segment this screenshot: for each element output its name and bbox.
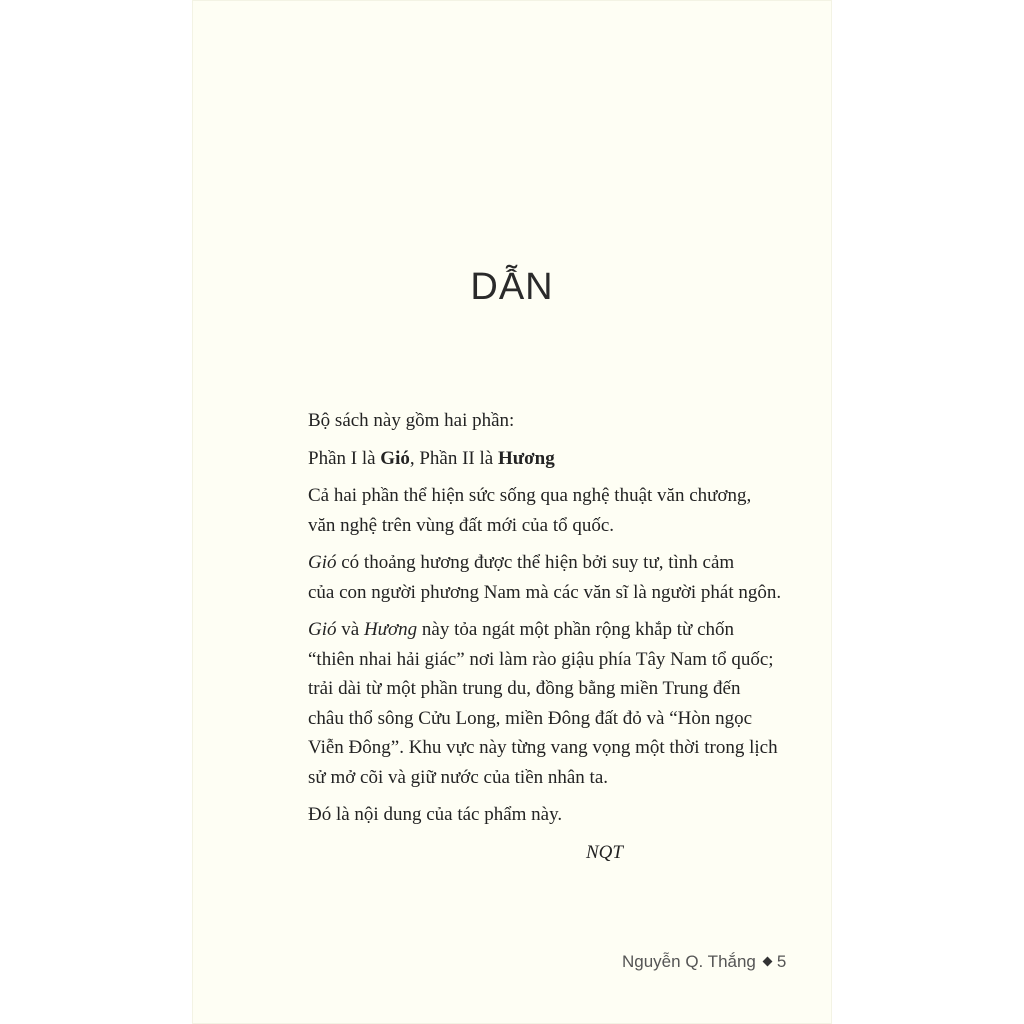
paragraph — [308, 615, 790, 792]
footer-author: Nguyễn Q. Thắng — [622, 952, 756, 971]
text-line — [308, 444, 790, 474]
text-run: trải dài từ một phần trung du, đồng bằng miền Trung đến — [308, 678, 741, 699]
text-line — [308, 800, 790, 830]
paragraph — [308, 444, 790, 474]
text-run: Cả hai phần thể hiện sức sống qua nghệ thuật văn chương, — [308, 485, 752, 506]
text-run: “thiên nhai hải giác” nơi làm rào giậu phía Tây Nam tổ quốc; — [308, 648, 774, 670]
chapter-title: DẪN — [470, 266, 554, 308]
paragraph — [308, 406, 790, 436]
text-line — [308, 481, 790, 511]
text-run: và — [336, 619, 364, 640]
bold-text: Gió — [380, 447, 410, 469]
text-run: của con người phương Nam mà các văn sĩ là người phát ngôn. — [308, 581, 782, 603]
text-line — [308, 733, 790, 763]
text-run: Phần I là — [308, 447, 381, 469]
italic-text: Gió — [308, 619, 337, 640]
paragraph — [308, 548, 790, 607]
paragraph — [308, 481, 790, 540]
text-line — [308, 615, 790, 645]
text-run: Bộ sách này gồm hai phần: — [308, 410, 515, 431]
page-footer — [622, 952, 786, 972]
text-line — [308, 674, 790, 704]
text-run: châu thổ sông Cửu Long, miền Đông đất đỏ và “Hòn ngọc — [308, 707, 753, 729]
text-run: có thoảng hương được thể hiện bởi suy tư, tình cảm — [336, 552, 735, 573]
text-run: , Phần II là — [409, 447, 498, 469]
text-line — [308, 704, 790, 734]
text-run: này tỏa ngát một phần rộng khắp từ chốn — [417, 619, 735, 640]
paragraph — [308, 800, 790, 830]
italic-text: Hương — [363, 619, 418, 640]
page-number: 5 — [776, 952, 787, 971]
text-run: văn nghệ trên vùng đất mới của tổ quốc. — [308, 514, 615, 536]
text-run: sử mở cõi và giữ nước của tiền nhân ta. — [308, 766, 609, 788]
diamond-icon — [762, 957, 772, 967]
text-run: Viễn Đông”. Khu vực này từng vang vọng một thời trong lịch — [308, 737, 778, 758]
bold-text: Hương — [497, 447, 555, 469]
body-text — [308, 406, 790, 867]
text-line — [308, 406, 790, 436]
text-run: Đó là nội dung của tác phẩm này. — [308, 804, 563, 825]
book-page — [192, 0, 832, 1024]
text-line — [308, 763, 790, 793]
text-line — [308, 578, 790, 608]
italic-text: Gió — [308, 552, 337, 573]
text-line — [308, 645, 790, 675]
text-line — [308, 511, 790, 541]
text-line — [308, 548, 790, 578]
signature: NQT — [586, 841, 623, 863]
